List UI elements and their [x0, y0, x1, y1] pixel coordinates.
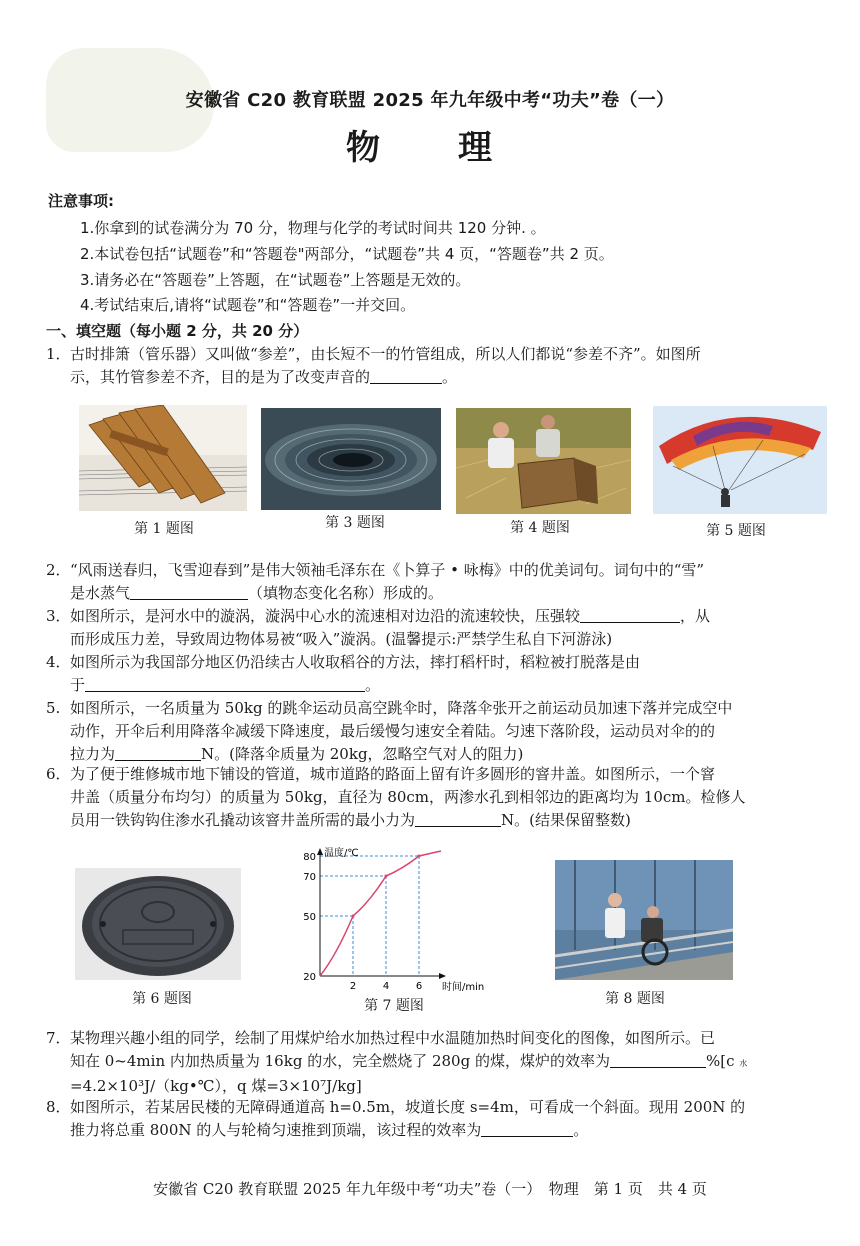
y-tick-label: 80	[303, 852, 316, 863]
question-number: 4．	[46, 653, 71, 671]
figure-7-temperature-chart	[290, 840, 490, 1000]
notice-item-1: 1.你拿到的试卷满分为 70 分，物理与化学的考试时间共 120 分钟. 。	[80, 219, 546, 237]
caption-figure-1: 第 1 题图	[134, 521, 194, 537]
figure-6-manhole-cover	[75, 868, 241, 980]
answer-blank[interactable]	[85, 676, 365, 692]
answer-blank[interactable]	[580, 607, 680, 623]
question-number: 2．	[46, 561, 71, 579]
figure-3-whirlpool	[261, 408, 441, 510]
x-tick-label: 4	[382, 981, 390, 992]
figure-1-panpipe	[79, 405, 247, 511]
answer-blank[interactable]	[481, 1121, 573, 1137]
x-tick-label: 6	[415, 981, 423, 992]
page-footer: 安徽省 C20 教育联盟 2025 年九年级中考“功夫”卷（一） 物理 第 1 页 共 4 页	[153, 1180, 707, 1198]
y-tick-label: 20	[303, 972, 316, 983]
question-8: 8．如图所示，若某居民楼的无障碍通道高 h=0.5m，坡道长度 s=4m，可看成一个斜面。现用 200N 的 推力将总重 800N 的人与轮椅匀速推到顶端，该过程的效率为 。	[46, 1098, 746, 1139]
caption-figure-7: 第 7 题图	[364, 998, 424, 1014]
x-tick-label: 2	[349, 981, 357, 992]
data-point	[385, 875, 388, 878]
question-number: 3．	[46, 607, 71, 625]
question-6: 6．为了便于维修城市地下铺设的管道，城市道路的路面上留有许多圆形的窨井盖。如图所示，一个窨 井盖（质量分布均匀）的质量为 50kg，直径为 80cm，两渗水孔到相邻边的距离均为 10cm。检修人 员用一铁钩钩住渗水孔撬动该窨井盖所需的最小力为 N。(结果保留整数)	[46, 765, 746, 829]
x-axis-label: 时间/min	[442, 982, 485, 993]
y-axis-label: 温度/℃	[324, 848, 359, 859]
answer-blank[interactable]	[370, 368, 442, 384]
y-tick-label: 70	[303, 872, 316, 883]
y-axis-arrow	[317, 848, 323, 855]
exam-title: 安徽省 C20 教育联盟 2025 年九年级中考“功夫”卷（一）	[185, 90, 675, 111]
figure-4-threshing	[456, 408, 631, 514]
question-number: 1．	[46, 345, 71, 363]
subject-title: 物 理	[346, 128, 514, 168]
notice-heading: 注意事项:	[48, 192, 114, 210]
y-tick-label: 50	[303, 912, 316, 923]
figure-8-wheelchair-ramp	[555, 860, 733, 980]
question-number: 6．	[46, 765, 71, 783]
answer-blank[interactable]	[610, 1052, 706, 1068]
caption-figure-5: 第 5 题图	[706, 523, 766, 539]
question-2: 2．“风雨送春归，飞雪迎春到”是伟大领袖毛泽东在《卜算子 • 咏梅》中的优美词句。词句中的“雪” 是水蒸气 （填物态变化名称）形成的。	[46, 561, 705, 602]
question-number: 5.	[46, 699, 61, 717]
notice-item-2: 2.本试卷包括“试题卷”和“答题卷"两部分，“试题卷”共 4 页，“答题卷”共 2 页。	[80, 245, 614, 263]
data-point	[418, 855, 421, 858]
section-heading-fill-blank: 一、填空题（每小题 2 分，共 20 分）	[46, 322, 309, 340]
caption-figure-8: 第 8 题图	[605, 991, 665, 1007]
x-axis-arrow	[439, 973, 446, 979]
notice-item-4: 4.考试结束后,请将“试题卷”和“答题卷”一并交回。	[80, 296, 416, 314]
answer-blank[interactable]	[130, 584, 248, 600]
question-3: 3．如图所示，是河水中的漩涡，漩涡中心水的流速相对边沿的流速较快，压强较 ，从 而形成压力差，导致周边物体易被“吸入”漩涡。(温馨提示:严禁学生私自下河游泳)	[46, 607, 711, 648]
figure-5-parachute	[653, 406, 827, 514]
caption-figure-4: 第 4 题图	[510, 520, 570, 536]
caption-figure-3: 第 3 题图	[325, 515, 385, 531]
series-line	[320, 851, 441, 976]
question-number: 7．	[46, 1029, 71, 1047]
question-4: 4．如图所示为我国部分地区仍沿续古人收取稻谷的方法，摔打稻杆时，稻粒被打脱落是由 于 。	[46, 653, 641, 694]
answer-blank[interactable]	[115, 745, 201, 761]
question-5: 5. 如图所示，一名质量为 50kg 的跳伞运动员高空跳伞时，降落伞张开之前运动员加速下落并完成空中 动作，开伞后利用降落伞减缓下降速度，最后缓慢匀速安全着陆。匀速下落阶段，运动员对伞的的 拉力为 N。(降落伞质量为 20kg，忽略空气对人的阻力)	[46, 699, 733, 763]
caption-figure-6: 第 6 题图	[132, 991, 192, 1007]
question-7: 7．某物理兴趣小组的同学，绘制了用煤炉给水加热过程中水温随加热时间变化的图像，如图所示。已 知在 0~4min 内加热质量为 16kg 的水，完全燃烧了 280g 的煤，煤炉的效率为 %[c 水 =4.2×10³J/（kg•℃），q 煤=3×10⁷J/kg]	[46, 1029, 748, 1095]
question-1: 1．古时排箫（管乐器）又叫做“参差”，由长短不一的竹管组成，所以人们都说“参差不齐”。如图所 示，其竹管参差不齐，目的是为了改变声音的 。	[46, 345, 701, 386]
answer-blank[interactable]	[415, 811, 501, 827]
notice-item-3: 3.请务必在“答题卷”上答题，在“试题卷”上答题是无效的。	[80, 271, 471, 289]
question-number: 8．	[46, 1098, 71, 1116]
temperature-time-chart	[290, 840, 490, 1000]
data-point	[352, 915, 355, 918]
